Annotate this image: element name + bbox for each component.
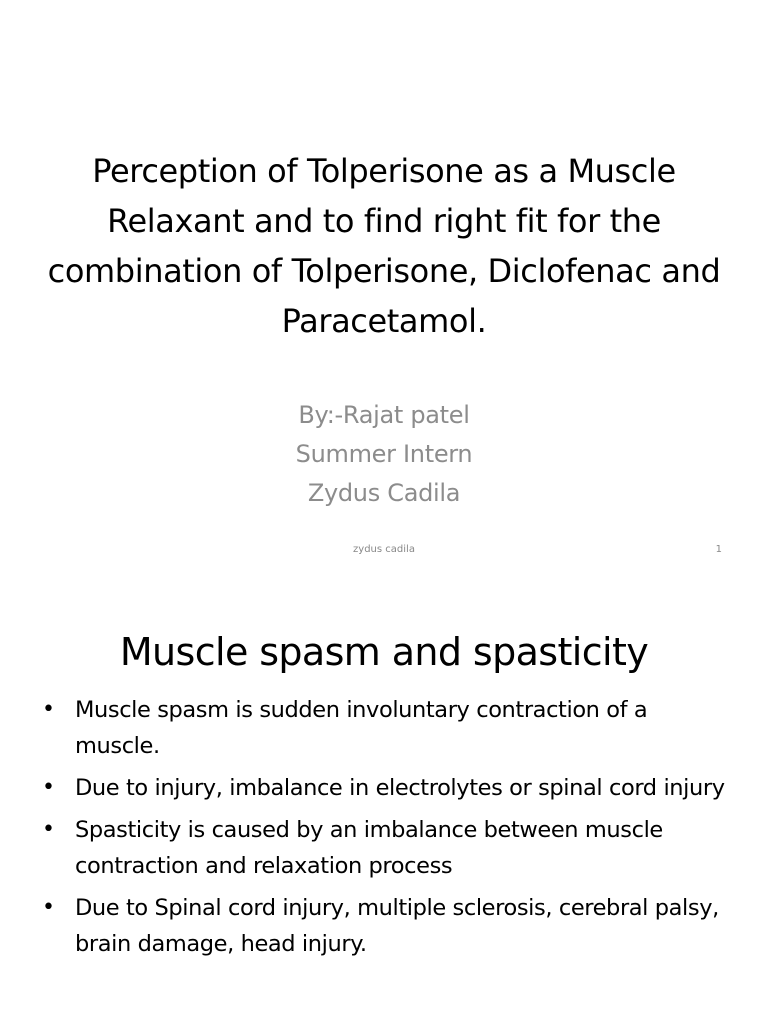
subtitle-author: By:-Rajat patel <box>298 401 470 429</box>
bullet-item <box>42 812 732 884</box>
bullet-icon: • <box>42 817 55 842</box>
slide-footer-text: zydus cadila <box>353 544 415 555</box>
bullet-icon: • <box>42 895 55 920</box>
bullet-item <box>42 770 732 806</box>
bullet-icon: • <box>42 775 55 800</box>
bullet-text: Spasticity is caused by an imbalance between muscle contraction and relaxation process <box>75 817 663 879</box>
subtitle-company: Zydus Cadila <box>307 479 461 507</box>
slide-1-subtitle <box>84 396 684 513</box>
bullet-text: Due to Spinal cord injury, multiple sclerosis, cerebral palsy, brain damage, head injury. <box>75 895 719 957</box>
bullet-list <box>42 692 732 968</box>
bullet-item <box>42 890 732 962</box>
bullet-item <box>42 692 732 764</box>
slide-2-title: Muscle spasm and spasticity <box>119 630 649 674</box>
slide-page-number: 1 <box>715 544 722 555</box>
slide-2 <box>0 576 768 1024</box>
bullet-text: Muscle spasm is sudden involuntary contraction of a muscle. <box>75 697 648 759</box>
bullet-icon: • <box>42 697 55 722</box>
slide-1-title: Perception of Tolperisone as a Muscle Relaxant and to find right fit for the combination of Tolperisone, Diclofenac and Paracetamol. <box>47 152 721 340</box>
bullet-text: Due to injury, imbalance in electrolytes or spinal cord injury <box>75 775 725 801</box>
subtitle-role: Summer Intern <box>295 440 473 468</box>
